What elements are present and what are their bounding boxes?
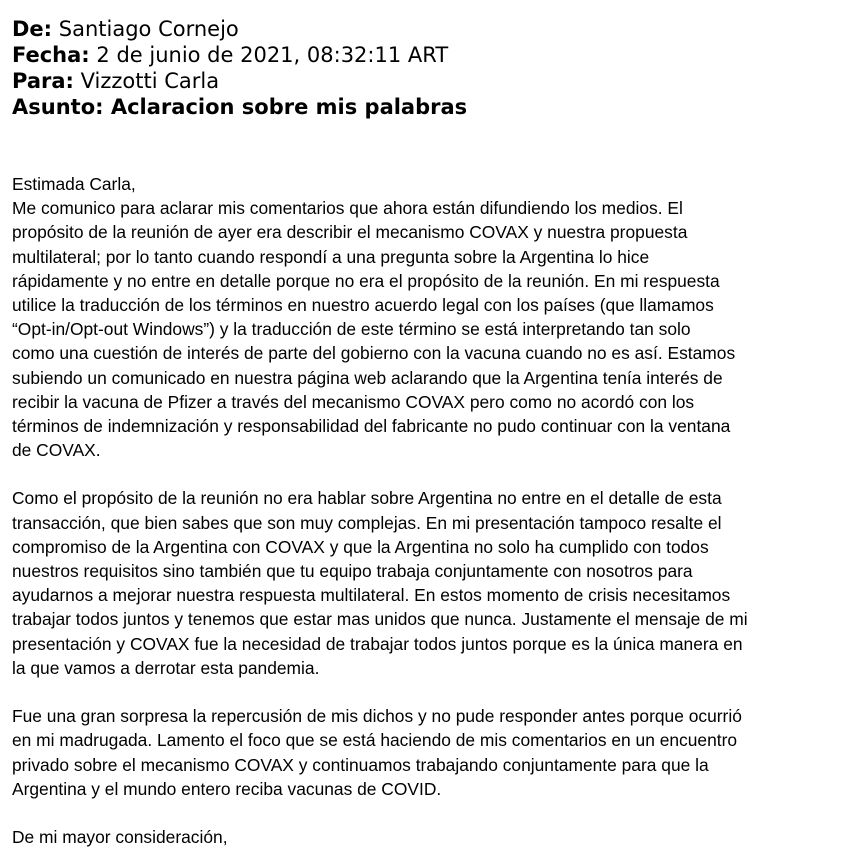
from-row — [12, 16, 852, 42]
body-line: utilice la traducción de los términos en nuestro acuerdo legal con los países (que llamamos — [12, 294, 714, 315]
body-line: “Opt-in/Opt-out Windows”) y la traducción de este término se está interpretando tan solo — [12, 319, 691, 340]
paragraph-gap — [12, 801, 852, 825]
email-header — [12, 16, 852, 120]
body-line: multilateral; por lo tanto cuando respondí a una pregunta sobre la Argentina lo hice — [12, 246, 650, 267]
greeting: Estimada Carla, — [12, 174, 136, 194]
paragraph-gap — [12, 680, 852, 704]
to-row — [12, 68, 852, 94]
body-line: Me comunico para aclarar mis comentarios que ahora están difundiendo los medios. El — [12, 198, 683, 219]
subject-value: Aclaracion sobre mis palabras — [110, 95, 468, 119]
date-label: Fecha: — [12, 43, 90, 67]
date-row — [12, 42, 852, 68]
body-line: privado sobre el mecanismo COVAX y continuamos trabajando conjuntamente para que la — [12, 754, 709, 775]
closing: De mi mayor consideración, — [12, 827, 228, 848]
body-line: rápidamente y no entre en detalle porque no era el propósito de la reunión. En mi respuesta — [12, 270, 720, 291]
subject-row — [12, 94, 852, 120]
body-line: propósito de la reunión de ayer era describir el mecanismo COVAX y nuestra propuesta — [12, 222, 688, 243]
paragraph-2 — [12, 486, 852, 680]
from-value: Santiago Cornejo — [58, 17, 239, 41]
paragraph-3 — [12, 704, 852, 801]
subject-label: Asunto: — [12, 95, 104, 119]
body-line: recibir la vacuna de Pfizer a través del mecanismo COVAX pero como no acordó con los — [12, 391, 695, 412]
body-line: subiendo un comunicado en nuestra página web aclarando que la Argentina tenía interés de — [12, 367, 723, 388]
body-line: Como el propósito de la reunión no era hablar sobre Argentina no entre en el detalle de esta — [12, 488, 722, 509]
to-value: Vizzotti Carla — [80, 69, 220, 93]
body-line: en mi madrugada. Lamento el foco que se está haciendo de mis comentarios en un encuentro — [12, 730, 738, 751]
from-label: De: — [12, 17, 53, 41]
body-line: trabajar todos juntos y tenemos que estar mas unidos que nunca. Justamente el mensaje de mi — [12, 609, 748, 630]
body-line: de COVAX. — [12, 440, 101, 461]
paragraph-1 — [12, 196, 852, 462]
paragraph-gap — [12, 462, 852, 486]
body-line: ayudarnos a mejorar nuestra respuesta multilateral. En estos momento de crisis necesitamos — [12, 585, 731, 606]
body-line: la que vamos a derrotar esta pandemia. — [12, 657, 320, 678]
body-line: Fue una gran sorpresa la repercusión de mis dichos y no pude responder antes porque ocurrió — [12, 706, 742, 727]
body-line: nuestros requisitos sino también que tu equipo trabaja conjuntamente con nosotros para — [12, 561, 693, 581]
body-line: Argentina y el mundo entero reciba vacunas de COVID. — [12, 778, 442, 799]
body-line: presentación y COVAX fue la necesidad de trabajar todos juntos porque es la única manera en — [12, 633, 743, 654]
to-label: Para: — [12, 69, 74, 93]
body-line: transacción, que bien sabes que son muy complejas. En mi presentación tampoco resalte el — [12, 512, 722, 533]
date-value: 2 de junio de 2021, 08:32:11 ART — [96, 43, 449, 67]
body-line: como una cuestión de interés de parte del gobierno con la vacuna cuando no es así. Estamos — [12, 343, 736, 364]
body-line: términos de indemnización y responsabilidad del fabricante no pudo continuar con la ventana — [12, 415, 731, 436]
email-body — [12, 172, 852, 849]
body-line: compromiso de la Argentina con COVAX y que la Argentina no solo ha cumplido con todos — [12, 536, 709, 557]
